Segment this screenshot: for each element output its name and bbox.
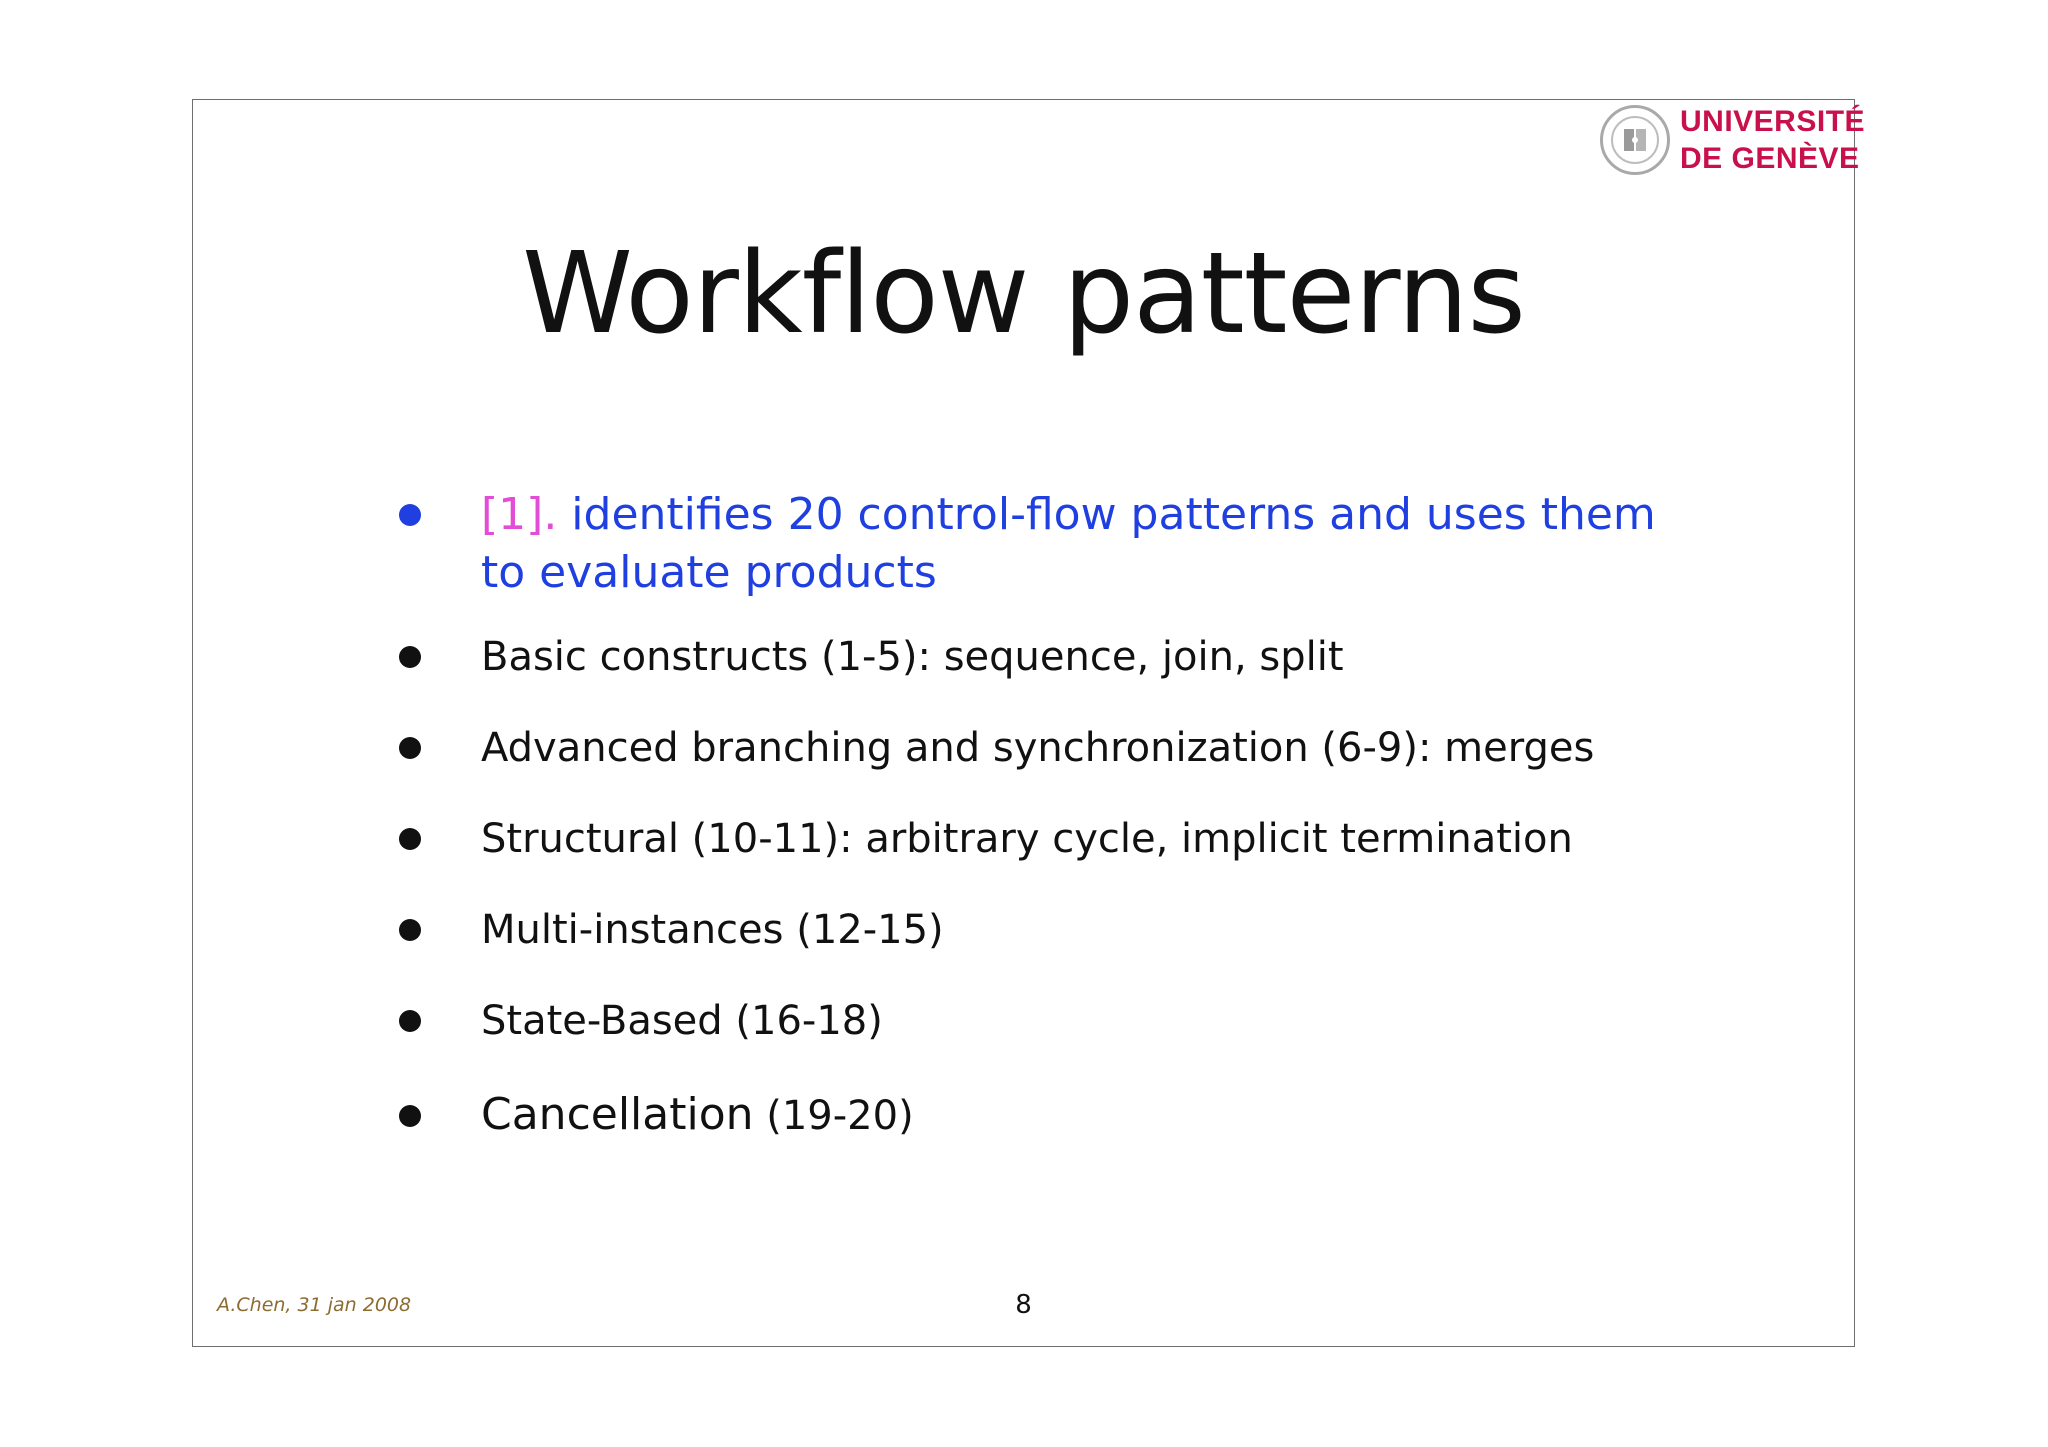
bullet-dot-icon <box>399 646 421 668</box>
citation-ref: [1]. <box>481 489 558 540</box>
bullet-item <box>399 1087 1699 1144</box>
bullet-item <box>399 814 1699 864</box>
bullet-dot-icon <box>399 1105 421 1127</box>
bullet-item <box>399 905 1699 955</box>
bullet-text: identifies 20 control-flow patterns and uses them to evaluate products <box>481 489 1656 598</box>
bullet-list <box>399 486 1699 1185</box>
bullet-dot-icon <box>399 828 421 850</box>
logo-line-2: DE GENÈVE <box>1680 142 1860 175</box>
bullet-dot-icon <box>399 919 421 941</box>
slide <box>192 99 1866 1347</box>
bullet-item <box>399 996 1699 1046</box>
university-logo <box>1600 103 1865 177</box>
bullet-text: State-Based (16-18) <box>481 998 883 1044</box>
bullet-text: Multi-instances (12-15) <box>481 907 944 953</box>
bullet-dot-icon <box>399 737 421 759</box>
footer-author: A.Chen, 31 jan 2008 <box>217 1294 412 1316</box>
bullet-text: Structural (10-11): arbitrary cycle, implicit termination <box>481 816 1573 862</box>
bullet-text: Basic constructs (1-5): sequence, join, split <box>481 634 1344 680</box>
logo-line-1: UNIVERSITÉ <box>1680 105 1866 138</box>
bullet-item <box>399 486 1699 602</box>
bullet-dot-icon <box>399 1010 421 1032</box>
bullet-text: Advanced branching and synchronization (6-9): merges <box>481 725 1595 771</box>
bullet-dot-icon <box>399 504 421 526</box>
bullet-text: Cancellation <box>481 1089 754 1140</box>
page-number: 8 <box>1015 1290 1032 1320</box>
bullet-item <box>399 632 1699 682</box>
bullet-suffix: (19-20) <box>753 1093 914 1139</box>
slide-title: Workflow patterns <box>522 229 1525 359</box>
university-seal-icon <box>1600 105 1670 175</box>
bullet-item <box>399 723 1699 773</box>
